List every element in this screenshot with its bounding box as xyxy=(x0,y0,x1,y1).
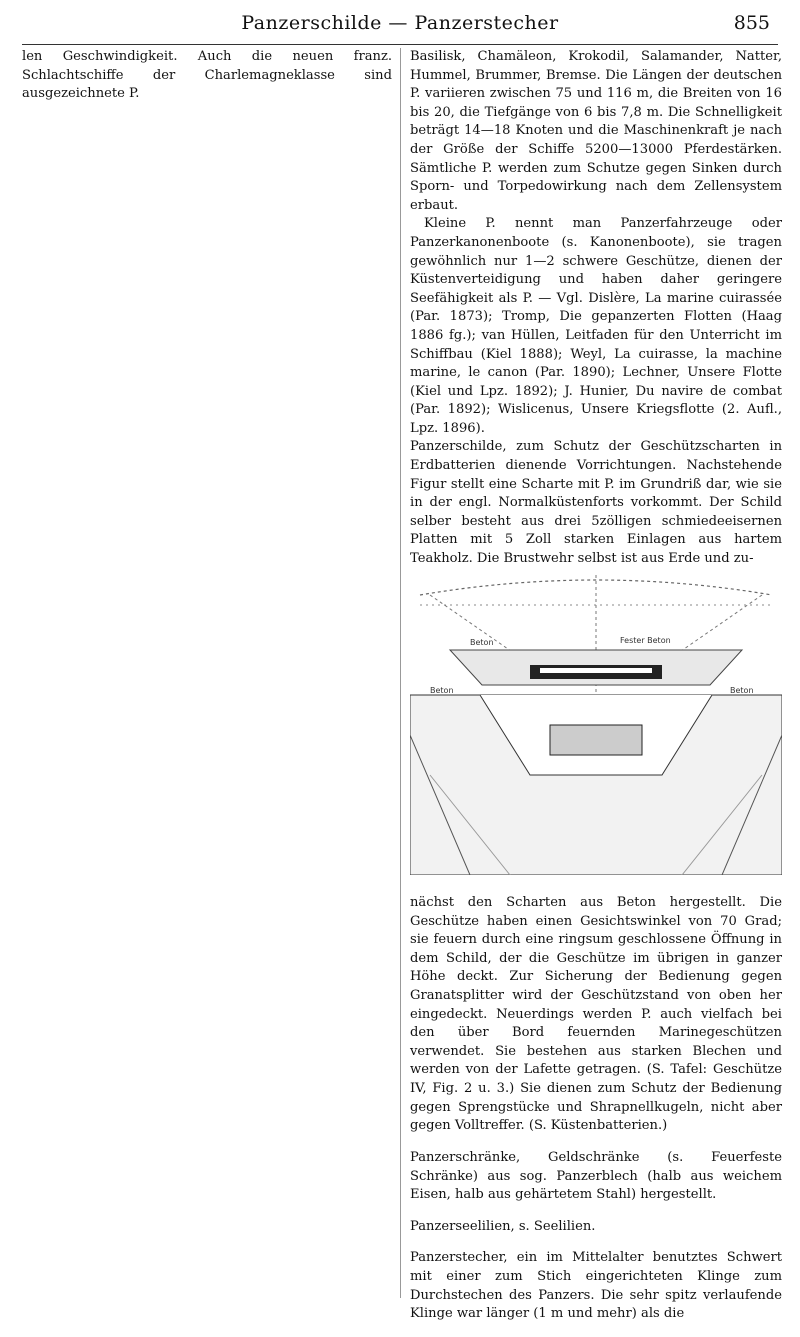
embrasure-plan-figure xyxy=(410,575,782,875)
header-rule xyxy=(22,44,778,45)
page-number: 855 xyxy=(733,12,770,34)
right-column-top xyxy=(410,48,782,569)
figure-label: Beton xyxy=(430,686,454,695)
right-column-bottom xyxy=(410,881,782,1337)
page-title: Panzerschilde — Panzerstecher xyxy=(241,12,559,34)
paragraph: nächst den Scharten aus Beton hergestellt. Die Geschütze haben einen Gesichtswinkel von 70 Grad; sie feuern durch eine ringsum geschlossene Öffnung in dem Schild, der die Geschütze im übrigen in ganzer Höhe deckt. Zur Sicherung der Bedienung gegen Granatsplitter wird der Geschützstand von oben her eingedeckt. Neuerdings werden P. auch vielfach bei den über Bord feuernden Marinegeschützen verwendet. Sie bestehen aus starken Blechen und werden von der Lafette getragen. (S. Tafel: Geschütze IV, Fig. 2 u. 3.) Sie dienen zum Schutz der Bedienung gegen Sprengstücke und Shrapnellkugeln, nicht aber gegen Volltreffer. (S. Küstenbatterien.) xyxy=(410,895,782,1134)
entry-panzerstecher: Panzerstecher, ein im Mittelalter benutztes Schwert mit einer zum Stich eingerichteten Klinge zum Durchstechen des Panzers. Die sehr spitz verlaufende Klinge war länger (1 m und mehr) als die xyxy=(410,1250,782,1322)
paragraph: Basilisk, Chamäleon, Krokodil, Salamander, Natter, Hummel, Brummer, Bremse. Die Längen der deutschen P. variieren zwischen 75 und 116 m, die Breiten von 16 bis 20, die Tiefgänge von 6 bis 7,8 m. Die Schnelligkeit beträgt 14—18 Knoten und die Maschinenkraft je nach der Größe der Schiffe 5200—13000 Pferdestärken. Sämtliche P. werden zum Schutze gegen Sinken durch Sporn- und Torpedowirkung nach dem Zellensystem erbaut. xyxy=(410,49,782,213)
figure-label: Beton xyxy=(470,638,494,647)
paragraph: len Geschwindigkeit. Auch die neuen franz. Schlachtschiffe der Charlemagneklasse sind ausgezeichnete P. xyxy=(22,49,392,102)
entry-panzerseelilien: Panzerseelilien, s. Seelilien. xyxy=(410,1218,596,1234)
figure-label: Fester Beton xyxy=(620,636,671,645)
entry-panzerschraenke: Panzerschränke, Geldschränke (s. Feuerfeste Schränke) aus sog. Panzerblech (halb aus weichem Eisen, halb aus gehärtetem Stahl) hergestellt. xyxy=(410,1149,782,1203)
figure-drawing xyxy=(410,575,782,875)
figure-label: Beton xyxy=(730,686,754,695)
entry-panzerschilde: Panzerschilde, zum Schutz der Geschützscharten in Erdbatterien dienende Vorrichtungen. Nachstehende Figur stellt eine Scharte mit P. im Grundriß dar, wie sie in der engl. Normalküstenforts vorkommt. Der Schild selber besteht aus drei 5zölligen schmiedeeisernen Platten mit 5 Zoll starken Einlagen aus hartem Teakholz. Die Brustwehr selbst ist aus Erde und zu- xyxy=(410,439,782,567)
left-column xyxy=(22,48,392,104)
paragraph: Kleine P. nennt man Panzerfahrzeuge oder Panzerkanonenboote (s. Kanonenboote), sie tragen gewöhnlich nur 1—2 schwere Geschütze, dienen der Küstenverteidigung und haben daher geringere Seefähigkeit als P. — Vgl. Dislère, La marine cuirassée (Par. 1873); Tromp, Die gepanzerten Flotten (Haag 1886 fg.); van Hüllen, Leitfaden für den Unterricht im Schiffbau (Kiel 1888); Weyl, La cuirasse, la machine marine, le canon (Par. 1890); Lechner, Unsere Flotte (Kiel und Lpz. 1892); J. Hunier, Du navire de combat (Par. 1892); Wislicenus, Unsere Kriegsflotte (2. Aufl., Lpz. 1896). xyxy=(410,216,782,436)
column-divider xyxy=(400,48,401,1298)
page-header xyxy=(0,8,800,42)
